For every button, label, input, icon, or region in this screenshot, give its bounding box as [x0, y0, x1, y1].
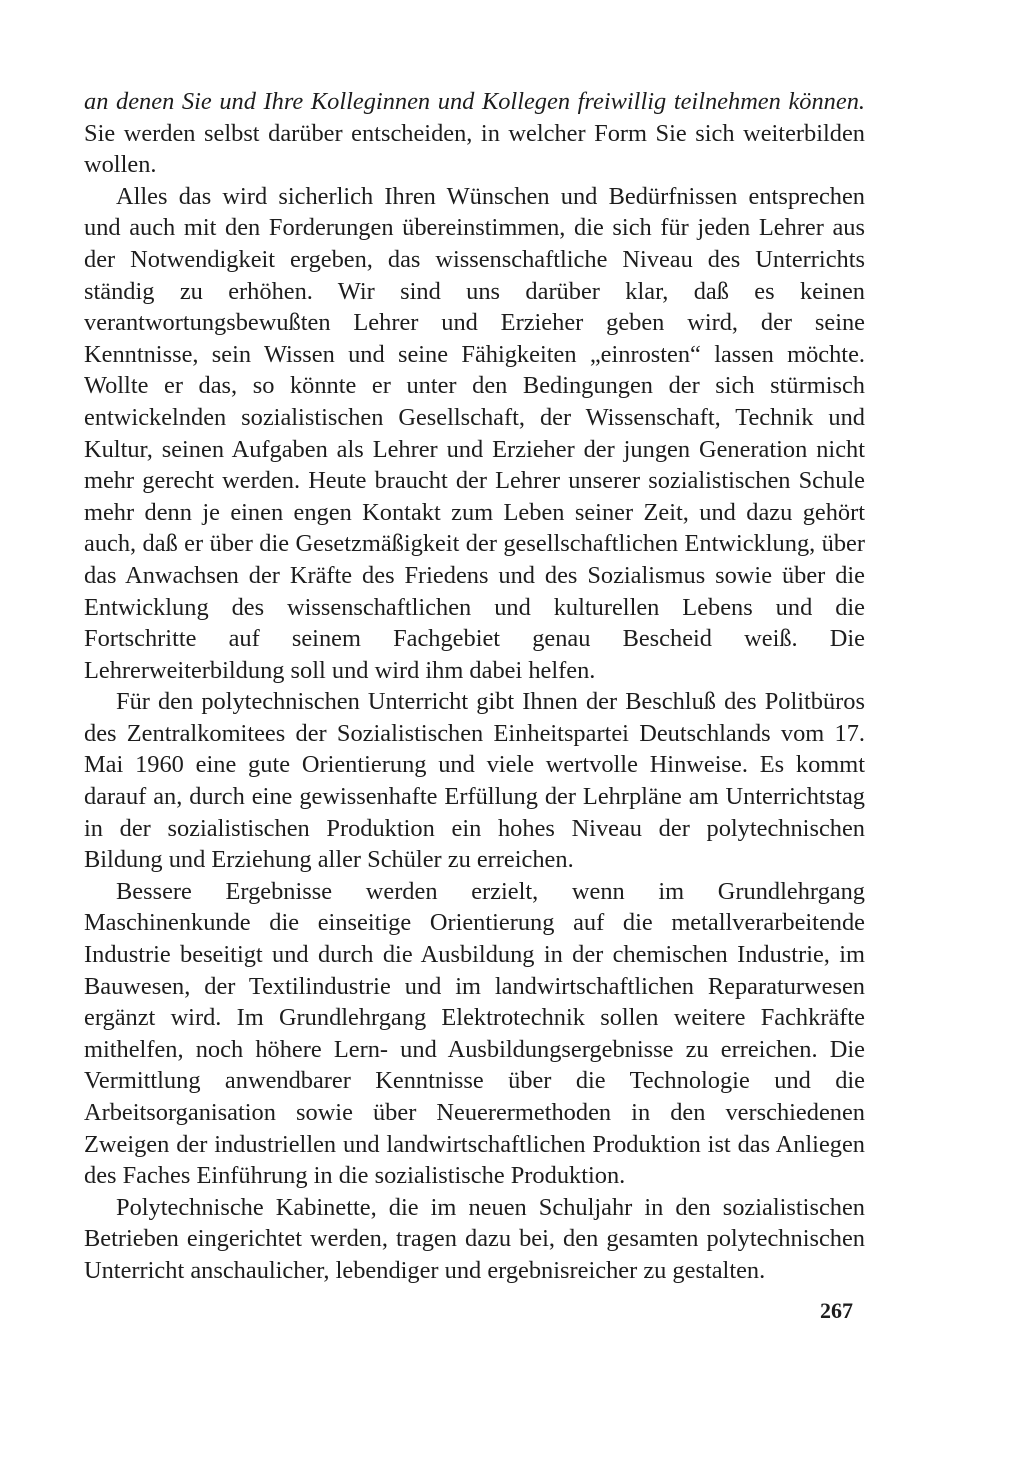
page-text-block [84, 86, 865, 1287]
page-number: 267 [820, 1298, 853, 1323]
opening-normal-text: Sie werden selbst darüber entscheiden, in welcher Form Sie sich weiterbilden wollen. [84, 119, 865, 179]
paragraph-2: Für den polytechnischen Unterricht gibt Ihnen der Beschluß des Politbüros des Zentralkomitees der Sozialistischen Einheitspartei Deutschlands vom 17. Mai 1960 eine gute Orientierung und viele wertvolle Hinweise. Es kommt darauf an, durch eine gewissenhafte Erfüllung der Lehrpläne am Unterrichtstag in der sozialistischen Produktion ein hohes Niveau der polytechnischen Bildung und Erziehung aller Schüler zu erreichen. [84, 688, 865, 874]
paragraph-1: Alles das wird sicherlich Ihren Wünschen und Bedürfnissen entsprechen und auch mit den Forderungen übereinstimmen, die sich für jeden Lehrer aus der Notwendigkeit ergeben, das wissenschaftliche Niveau des Unterrichts ständig zu erhöhen. Wir sind uns darüber klar, daß es keinen verantwortungsbewußten Lehrer und Erzieher geben wird, der seine Kenntnisse, sein Wissen und seine Fähigkeiten „einrosten“ lassen möchte. Wollte er das, so könnte er unter den Bedingungen der sich stürmisch entwickelnden sozialistischen Gesellschaft, der Wissenschaft, Technik und Kultur, seinen Aufgaben als Lehrer und Erzieher der jungen Generation nicht mehr gerecht werden. Heute braucht der Lehrer unserer sozialistischen Schule mehr denn je einen engen Kontakt zum Leben seiner Zeit, und dazu gehört auch, daß er über die Gesetzmäßigkeit der gesellschaftlichen Entwicklung, über das Anwachsen der Kräfte des Friedens und des Sozialismus sowie über die Entwicklung des wissenschaftlichen und kulturellen Lebens und die Fortschritte auf seinem Fachgebiet genau Bescheid weiß. Die Lehrerweiterbildung soll und wird ihm dabei helfen. [84, 182, 865, 684]
paragraph-4: Polytechnische Kabinette, die im neuen Schuljahr in den sozialistischen Betrieben eingerichtet werden, tragen dazu bei, den gesamten polytechnischen Unterricht anschaulicher, lebendiger und ergebnisreicher zu gestalten. [84, 1193, 865, 1284]
opening-paragraph [84, 86, 865, 181]
opening-italic-text: an denen Sie und Ihre Kolleginnen und Kollegen freiwillig teilnehmen können. [84, 88, 865, 115]
paragraph-3: Bessere Ergebnisse werden erzielt, wenn im Grundlehrgang Maschinenkunde die einseitige Orientierung auf die metallverarbeitende Industrie beseitigt und durch die Ausbildung in der chemischen Industrie, im Bauwesen, der Textilindustrie und im landwirtschaftlichen Reparaturwesen ergänzt wird. Im Grundlehrgang Elektrotechnik sollen weitere Fachkräfte mithelfen, noch höhere Lern- und Ausbildungsergebnisse zu erreichen. Die Vermittlung anwendbarer Kenntnisse über die Technologie und die Arbeitsorganisation sowie über Neuerermethoden in den verschiedenen Zweigen der industriellen und landwirtschaftlichen Produktion ist das Anliegen des Faches Einführung in die sozialistische Produktion. [84, 877, 865, 1190]
